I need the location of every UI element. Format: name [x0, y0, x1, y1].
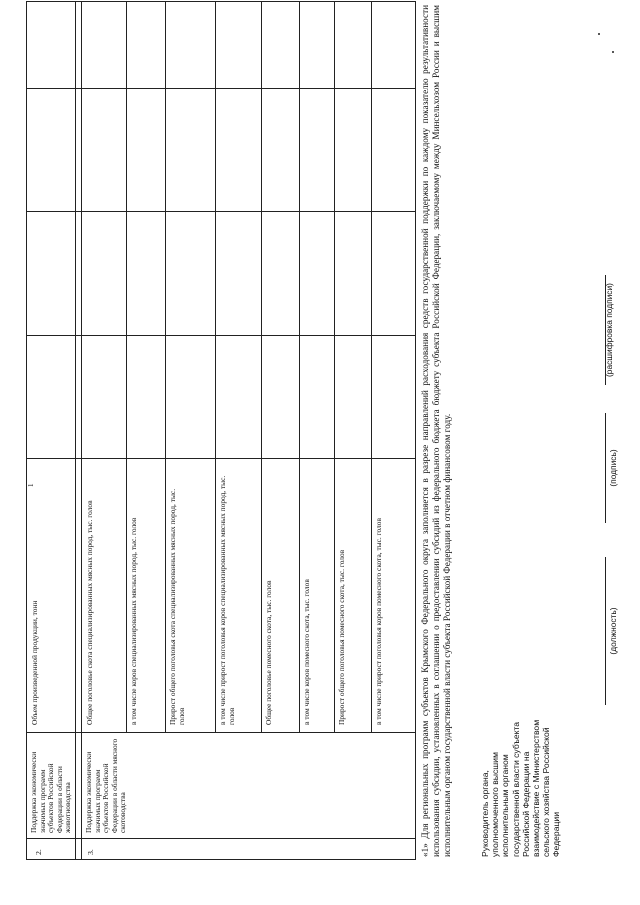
scan-speck	[598, 33, 600, 35]
row-2-indicator-text: Объем произведенной продукции, тонн	[30, 600, 39, 725]
row-3-indicator-5: Общее поголовье помесного скота, тыс. голов	[264, 580, 273, 725]
signature-line	[605, 413, 606, 523]
row-3-indicator-4: в том числе прирост поголовья коров специализированных мясных пород, тыс. голов	[218, 475, 236, 725]
row-2-number: 2.	[34, 849, 43, 855]
row-3-indicator-6: в том числе коров помесного скота, тыс. голов	[302, 579, 311, 725]
position-caption: (должность)	[608, 607, 618, 655]
row-3-name: Поддержка экономически значимых программ субъектов Российской Федерации в области мясного скотоводства	[84, 738, 128, 833]
row-2-indicator	[31, 475, 40, 725]
row-3-number: 3.	[86, 849, 95, 855]
row-2-name: Поддержка экономически значимых программ субъектов Российской Федерации в области животноводства	[29, 751, 73, 833]
position-line	[605, 557, 606, 705]
signature-caption: (подпись)	[608, 449, 618, 487]
row-3-indicator-1: Общее поголовье скота специализированных мясных пород, тыс. голов	[85, 500, 94, 725]
footnote: «1» Для региональных программ субъектов Крымского Федерального округа заполняется в разрезе направлений расходования средств государственной поддержки по каждому показателю результативности использования субсидии, установленных в соглашении о предоставлении субсидий из федерального бюджета бюджету субъекта Российской Федерации, заключаемому между Минсельхозом России и высшим исполнительным органом государственной власти субъекта Российской Федерации в отчетном финансовом году.	[420, 5, 453, 857]
scan-speck	[612, 51, 614, 53]
row-3-indicator-7: Прирост общего поголовья помесного скота, тыс. голов	[337, 549, 346, 725]
indicators-table	[26, 1, 416, 860]
row-3-indicator-2: в том числе коров специализированных мясных пород, тыс. голов	[129, 517, 138, 725]
row-3-indicator-3: Прирост общего поголовья скота специализированных мясных пород, тыс. голов	[168, 488, 186, 725]
row-2-footnote-mark: 1	[27, 483, 35, 487]
signer-title: Руководитель органа, уполномоченного высшим исполнительным органом государственной власти субъекта Российской Федерации на взаимодействие с Министерством сельского хозяйства Российской Федерации	[480, 719, 562, 857]
row-3-indicator-8: в том числе прирост поголовья коров помесного скота, тыс. голов	[374, 518, 383, 725]
decoding-caption: (расшифровка подписи)	[604, 283, 614, 377]
